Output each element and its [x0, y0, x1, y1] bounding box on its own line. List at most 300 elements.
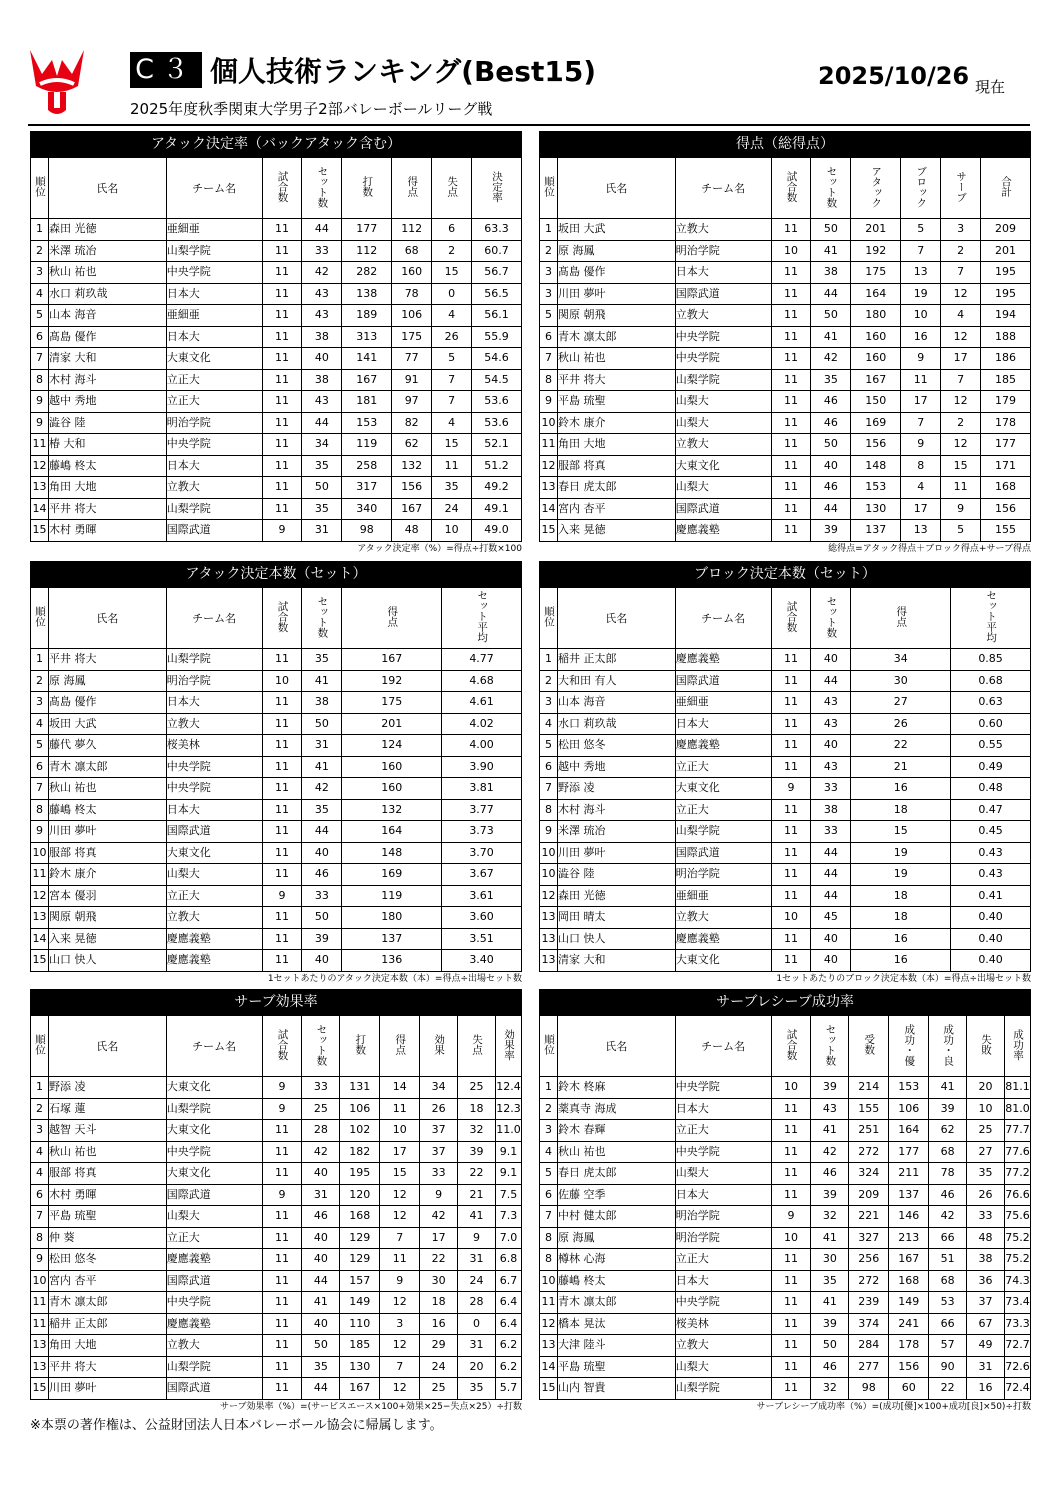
column-header: チーム名	[675, 588, 771, 649]
stat-cell: 0.40	[951, 907, 1031, 929]
stat-cell: 40	[811, 649, 851, 671]
stat-cell: 9	[901, 348, 941, 370]
team-name-cell: 中央学院	[166, 434, 262, 456]
player-name-cell: 鈴木 春輝	[557, 1120, 675, 1142]
stat-cell: 39	[811, 520, 851, 542]
stat-cell: 50	[302, 1335, 340, 1357]
team-name-cell: 山梨大	[675, 391, 771, 413]
column-header: 氏名	[557, 588, 675, 649]
player-name-cell: 越中 秀地	[48, 391, 166, 413]
team-name-cell: 明治学院	[675, 1206, 771, 1228]
team-name-cell: 国際武道	[166, 821, 262, 843]
formula-note: サーブ効果率（%）=(サービスエース×100+効果×25−失点×25）÷打数	[219, 1401, 522, 1412]
rank-cell: 10	[540, 1270, 558, 1292]
column-header: セット平均	[442, 588, 522, 649]
stat-cell: 3.81	[442, 778, 522, 800]
rank-cell: 9	[31, 821, 49, 843]
stat-cell: 192	[342, 670, 442, 692]
table-row	[31, 907, 522, 929]
stat-cell: 0.40	[951, 928, 1031, 950]
stat-cell: 35	[458, 1378, 496, 1400]
team-name-cell: 国際武道	[166, 1378, 262, 1400]
stat-cell: 102	[340, 1120, 380, 1142]
rank-cell: 13	[31, 477, 49, 499]
stat-cell: 11	[771, 670, 811, 692]
team-name-cell: 日本大	[166, 692, 262, 714]
stat-cell: 32	[811, 1206, 849, 1228]
team-name-cell: 慶應義塾	[166, 1313, 262, 1335]
stat-cell: 11	[262, 1249, 302, 1271]
column-header: 氏名	[48, 1016, 166, 1077]
stat-cell: 3.67	[442, 864, 522, 886]
stat-cell: 35	[811, 1270, 849, 1292]
table-row	[31, 391, 522, 413]
team-name-cell: 立教大	[166, 713, 262, 735]
rank-cell: 2	[31, 1098, 49, 1120]
stat-cell: 149	[889, 1292, 929, 1314]
team-name-cell: 山梨学院	[675, 369, 771, 391]
stat-cell: 9	[941, 498, 981, 520]
stat-cell: 11	[941, 477, 981, 499]
stat-cell: 0	[458, 1313, 496, 1335]
stat-cell: 11	[262, 821, 302, 843]
rank-cell: 12	[540, 885, 558, 907]
team-name-cell: 桜美林	[166, 735, 262, 757]
player-name-cell: 佐藤 空季	[557, 1184, 675, 1206]
stat-cell: 7.0	[496, 1227, 522, 1249]
stat-cell: 214	[849, 1077, 889, 1099]
table-row	[540, 348, 1031, 370]
stat-cell: 22	[420, 1249, 458, 1271]
stat-cell: 39	[929, 1098, 967, 1120]
stat-cell: 42	[811, 348, 851, 370]
team-name-cell: 慶應義塾	[675, 928, 771, 950]
stat-cell: 284	[849, 1335, 889, 1357]
stat-cell: 42	[811, 1141, 849, 1163]
stat-cell: 46	[811, 391, 851, 413]
rank-cell: 2	[540, 670, 558, 692]
stat-cell: 41	[811, 326, 851, 348]
stat-cell: 124	[342, 735, 442, 757]
column-header: チーム名	[166, 158, 262, 219]
stat-cell: 4.61	[442, 692, 522, 714]
column-header: 成功・良	[929, 1016, 967, 1077]
stat-cell: 11	[262, 412, 302, 434]
rank-cell: 10	[31, 842, 49, 864]
table-row	[31, 692, 522, 714]
stat-cell: 42	[929, 1206, 967, 1228]
stat-cell: 11	[771, 348, 811, 370]
stat-cell: 9.1	[496, 1163, 522, 1185]
player-name-cell: 藤嶋 柊太	[48, 799, 166, 821]
stat-cell: 39	[811, 1077, 849, 1099]
stat-cell: 3.73	[442, 821, 522, 843]
team-name-cell: 国際武道	[166, 1270, 262, 1292]
team-name-cell: 山梨大	[675, 1356, 771, 1378]
stat-cell: 33	[302, 240, 342, 262]
stat-cell: 11	[262, 713, 302, 735]
stat-cell: 11	[262, 1227, 302, 1249]
table-row	[540, 1292, 1031, 1314]
stat-cell: 130	[851, 498, 901, 520]
stat-cell: 46	[302, 1206, 340, 1228]
rank-cell: 8	[540, 799, 558, 821]
table-row	[540, 412, 1031, 434]
stat-cell: 239	[849, 1292, 889, 1314]
stat-cell: 155	[849, 1098, 889, 1120]
team-name-cell: 亜細亜	[166, 305, 262, 327]
stat-cell: 169	[851, 412, 901, 434]
stat-cell: 11	[262, 369, 302, 391]
table-row	[540, 1313, 1031, 1335]
team-name-cell: 国際武道	[675, 283, 771, 305]
player-name-cell: 平井 将大	[48, 1356, 166, 1378]
stat-cell: 153	[889, 1077, 929, 1099]
formula-note: サーブレシーブ成功率（%）=(成功[優]×100+成功[良]×50)÷打数	[756, 1401, 1031, 1412]
panel-title: サーブ効果率	[30, 989, 522, 1015]
team-name-cell: 山梨学院	[166, 1356, 262, 1378]
stat-cell: 44	[302, 821, 342, 843]
stat-cell: 41	[929, 1077, 967, 1099]
rank-cell: 7	[540, 778, 558, 800]
table-row	[540, 670, 1031, 692]
team-name-cell: 山梨大	[166, 864, 262, 886]
column-header: 得点	[380, 1016, 420, 1077]
stat-cell: 37	[420, 1120, 458, 1142]
table-row	[31, 1227, 522, 1249]
stat-cell: 77.6	[1005, 1141, 1031, 1163]
stat-cell: 11	[771, 1378, 811, 1400]
stat-cell: 153	[342, 412, 392, 434]
stat-cell: 11	[771, 692, 811, 714]
stat-cell: 4.77	[442, 649, 522, 671]
stat-cell: 179	[981, 391, 1031, 413]
rank-cell: 15	[31, 950, 49, 972]
stat-cell: 50	[302, 713, 342, 735]
player-name-cell: 松田 悠冬	[557, 735, 675, 757]
stat-cell: 185	[981, 369, 1031, 391]
stat-cell: 11	[771, 434, 811, 456]
player-name-cell: 原 海鳳	[557, 1227, 675, 1249]
stat-cell: 11	[262, 928, 302, 950]
player-name-cell: 森田 光徳	[48, 219, 166, 241]
stat-cell: 41	[811, 1120, 849, 1142]
table-row	[540, 1378, 1031, 1400]
stat-cell: 282	[342, 262, 392, 284]
column-header: 受数	[849, 1016, 889, 1077]
stat-cell: 37	[420, 1141, 458, 1163]
team-name-cell: 立教大	[675, 434, 771, 456]
stat-cell: 17	[901, 498, 941, 520]
stat-cell: 22	[929, 1378, 967, 1400]
table-row	[31, 950, 522, 972]
column-header: 打数	[340, 1016, 380, 1077]
table-row	[31, 885, 522, 907]
stat-cell: 17	[941, 348, 981, 370]
team-name-cell: 山梨学院	[166, 498, 262, 520]
player-name-cell: 原 海鳳	[48, 670, 166, 692]
stat-cell: 43	[302, 283, 342, 305]
stat-cell: 43	[302, 305, 342, 327]
stat-cell: 26	[851, 713, 951, 735]
team-name-cell: 立教大	[166, 907, 262, 929]
column-header: サーブ	[941, 158, 981, 219]
stat-cell: 181	[342, 391, 392, 413]
table-row	[540, 326, 1031, 348]
stat-cell: 51	[929, 1249, 967, 1271]
stat-cell: 39	[811, 1184, 849, 1206]
ranking-panel-total-points	[539, 131, 1031, 556]
stat-cell: 0.43	[951, 842, 1031, 864]
table-row	[540, 649, 1031, 671]
stat-cell: 148	[851, 455, 901, 477]
team-name-cell: 中央学院	[675, 348, 771, 370]
table-row	[540, 1249, 1031, 1271]
stat-cell: 16	[851, 928, 951, 950]
team-name-cell: 明治学院	[166, 670, 262, 692]
stat-cell: 11	[262, 326, 302, 348]
stat-cell: 211	[889, 1163, 929, 1185]
column-header: チーム名	[166, 1016, 262, 1077]
rank-cell: 11	[540, 1292, 558, 1314]
stat-cell: 11	[262, 756, 302, 778]
stat-cell: 3.40	[442, 950, 522, 972]
ranking-panel-reception-rate	[539, 989, 1031, 1414]
stat-cell: 11	[262, 477, 302, 499]
rank-cell: 13	[540, 1335, 558, 1357]
stat-cell: 11	[771, 326, 811, 348]
volleyball-association-logo-icon	[26, 46, 88, 118]
stat-cell: 137	[889, 1184, 929, 1206]
team-name-cell: 桜美林	[675, 1313, 771, 1335]
stat-cell: 12.4	[496, 1077, 522, 1099]
player-name-cell: 秋山 祐也	[557, 1141, 675, 1163]
stat-cell: 41	[302, 670, 342, 692]
stat-cell: 31	[302, 520, 342, 542]
stat-cell: 56.5	[472, 283, 522, 305]
team-name-cell: 明治学院	[675, 240, 771, 262]
player-name-cell: 薬真寺 海成	[557, 1098, 675, 1120]
stat-cell: 74.3	[1005, 1270, 1031, 1292]
rank-cell: 3	[31, 1120, 49, 1142]
column-header: 順位	[31, 1016, 49, 1077]
stat-cell: 19	[901, 283, 941, 305]
stat-cell: 256	[849, 1249, 889, 1271]
stat-cell: 12	[380, 1335, 420, 1357]
rank-cell: 6	[31, 326, 49, 348]
stat-cell: 42	[302, 1141, 340, 1163]
stat-cell: 11	[262, 692, 302, 714]
column-header: 効果率	[496, 1016, 522, 1077]
team-name-cell: 国際武道	[166, 520, 262, 542]
table-row	[540, 520, 1031, 542]
stat-cell: 167	[889, 1249, 929, 1271]
stat-cell: 324	[849, 1163, 889, 1185]
stat-cell: 12	[941, 326, 981, 348]
stat-cell: 56.1	[472, 305, 522, 327]
column-header: 氏名	[557, 158, 675, 219]
player-name-cell: 青木 凛太郎	[48, 1292, 166, 1314]
stat-cell: 3	[941, 219, 981, 241]
table-row	[31, 455, 522, 477]
stat-cell: 54.5	[472, 369, 522, 391]
stat-cell: 164	[889, 1120, 929, 1142]
player-name-cell: 平井 将大	[48, 649, 166, 671]
stat-cell: 4	[432, 412, 472, 434]
stat-cell: 68	[929, 1141, 967, 1163]
column-header: 試合数	[262, 1016, 302, 1077]
player-name-cell: 藤代 夢久	[48, 735, 166, 757]
stat-cell: 0.85	[951, 649, 1031, 671]
stat-cell: 6.4	[496, 1292, 522, 1314]
table-row	[31, 735, 522, 757]
table-row	[540, 1227, 1031, 1249]
rank-cell: 7	[31, 778, 49, 800]
rank-cell: 1	[540, 1077, 558, 1099]
player-name-cell: 中村 健太郎	[557, 1206, 675, 1228]
table-row	[31, 1292, 522, 1314]
rank-cell: 12	[31, 455, 49, 477]
player-name-cell: 水口 莉玖哉	[48, 283, 166, 305]
player-name-cell: 山口 快人	[557, 928, 675, 950]
stat-cell: 11	[262, 498, 302, 520]
team-name-cell: 大東文化	[166, 1163, 262, 1185]
stat-cell: 155	[981, 520, 1031, 542]
stat-cell: 160	[342, 778, 442, 800]
stat-cell: 4	[901, 477, 941, 499]
header-divider	[28, 124, 1030, 126]
stat-cell: 11	[262, 1335, 302, 1357]
rank-cell: 13	[540, 950, 558, 972]
rank-cell: 13	[31, 1335, 49, 1357]
rank-cell: 7	[540, 348, 558, 370]
stat-cell: 10	[380, 1120, 420, 1142]
stat-cell: 106	[340, 1098, 380, 1120]
rank-cell: 1	[31, 1077, 49, 1099]
team-name-cell: 山梨学院	[166, 240, 262, 262]
stat-cell: 40	[302, 1249, 340, 1271]
stat-cell: 6.8	[496, 1249, 522, 1271]
league-subtitle: 2025年度秋季関東大学男子2部バレーボールリーグ戦	[130, 100, 493, 118]
stat-cell: 98	[342, 520, 392, 542]
player-name-cell: 平井 将大	[557, 369, 675, 391]
rank-cell: 3	[540, 692, 558, 714]
table-row	[540, 1098, 1031, 1120]
stat-cell: 49.0	[472, 520, 522, 542]
player-name-cell: 藤嶋 柊太	[557, 1270, 675, 1292]
stat-cell: 40	[811, 950, 851, 972]
stat-cell: 16	[851, 778, 951, 800]
table-row	[540, 842, 1031, 864]
player-name-cell: 宮本 優羽	[48, 885, 166, 907]
stat-cell: 5.7	[496, 1378, 522, 1400]
stat-cell: 25	[967, 1120, 1005, 1142]
stat-cell: 44	[302, 1378, 340, 1400]
stat-cell: 60.7	[472, 240, 522, 262]
stat-cell: 28	[302, 1120, 340, 1142]
stat-cell: 35	[302, 1356, 340, 1378]
player-name-cell: 野添 凌	[48, 1077, 166, 1099]
stat-cell: 53.6	[472, 412, 522, 434]
table-row	[540, 756, 1031, 778]
rank-cell: 5	[31, 305, 49, 327]
stat-cell: 313	[342, 326, 392, 348]
stat-cell: 2	[432, 240, 472, 262]
stat-cell: 11	[771, 1270, 811, 1292]
rank-cell: 1	[31, 649, 49, 671]
stat-cell: 35	[967, 1163, 1005, 1185]
stat-cell: 38	[302, 692, 342, 714]
stat-cell: 9.1	[496, 1141, 522, 1163]
stat-cell: 40	[302, 842, 342, 864]
stat-cell: 11	[262, 1378, 302, 1400]
stat-cell: 22	[851, 735, 951, 757]
stat-cell: 195	[981, 283, 1031, 305]
rank-cell: 14	[540, 1356, 558, 1378]
stat-cell: 11	[262, 1141, 302, 1163]
stat-cell: 3.77	[442, 799, 522, 821]
rank-cell: 9	[31, 1249, 49, 1271]
table-row	[31, 498, 522, 520]
stat-cell: 9	[262, 885, 302, 907]
stat-cell: 132	[392, 455, 432, 477]
stat-cell: 11	[771, 1120, 811, 1142]
stat-cell: 0.45	[951, 821, 1031, 843]
column-header: 得点	[392, 158, 432, 219]
column-header: 順位	[540, 588, 558, 649]
player-name-cell: 鈴木 康介	[557, 412, 675, 434]
rank-cell: 13	[540, 477, 558, 499]
stat-cell: 3.90	[442, 756, 522, 778]
stat-cell: 16	[901, 326, 941, 348]
stat-cell: 38	[302, 369, 342, 391]
team-name-cell: 山梨大	[166, 1206, 262, 1228]
stat-cell: 3.51	[442, 928, 522, 950]
column-header: 試合数	[262, 158, 302, 219]
team-name-cell: 山梨大	[675, 1163, 771, 1185]
player-name-cell: 髙島 優作	[557, 262, 675, 284]
stat-cell: 29	[420, 1335, 458, 1357]
stat-cell: 38	[811, 262, 851, 284]
stat-cell: 12	[380, 1206, 420, 1228]
column-header: 得点	[851, 588, 951, 649]
table-row	[540, 821, 1031, 843]
team-name-cell: 慶應義塾	[675, 520, 771, 542]
player-name-cell: 木村 海斗	[48, 369, 166, 391]
panel-title: アタック決定率（バックアタック含む）	[30, 131, 522, 157]
stat-cell: 42	[302, 778, 342, 800]
stat-cell: 10	[771, 1227, 811, 1249]
table-row	[540, 434, 1031, 456]
stat-cell: 11	[771, 885, 811, 907]
stat-cell: 46	[302, 864, 342, 886]
stat-cell: 32	[811, 1378, 849, 1400]
stat-cell: 9	[262, 520, 302, 542]
stat-cell: 75.2	[1005, 1227, 1031, 1249]
stat-cell: 28	[458, 1292, 496, 1314]
stat-cell: 9	[380, 1270, 420, 1292]
rank-cell: 9	[31, 412, 49, 434]
rank-cell: 13	[540, 928, 558, 950]
team-name-cell: 国際武道	[675, 842, 771, 864]
table-row	[31, 1077, 522, 1099]
copyright-notice: ※本票の著作権は、公益財団法人日本バレーボール協会に帰属します。	[30, 1418, 443, 1433]
stat-cell: 38	[302, 326, 342, 348]
rank-cell: 10	[540, 864, 558, 886]
table-row	[540, 778, 1031, 800]
column-header: チーム名	[675, 1016, 771, 1077]
stat-cell: 11	[262, 649, 302, 671]
